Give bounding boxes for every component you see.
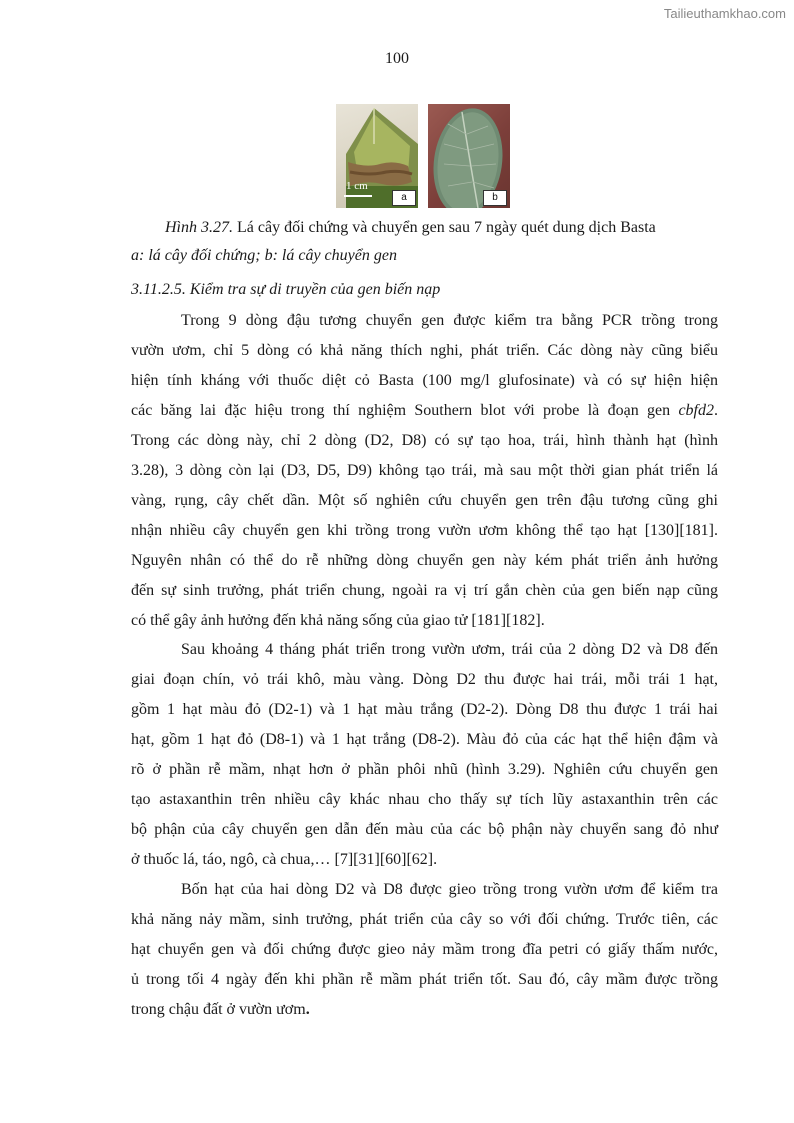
text-segment: . <box>714 402 718 419</box>
text-line: đến sự sinh trưởng, phát triển chung, ngoài ra vị trí gắn chèn của gen biến nạp cũng <box>131 582 718 599</box>
caption-prefix: Hình 3.27. <box>165 219 233 236</box>
text-line: gồm 1 hạt màu đỏ (D2-1) và 1 hạt màu trắng (D2-2). Dòng D8 thu được 1 trái hai <box>131 701 718 718</box>
text-line: hiện tính kháng với thuốc diệt cỏ Basta (100 mg/l glufosinate) và có sự hiện hiện <box>131 372 718 389</box>
figure-3-27 <box>336 104 512 208</box>
text-line: 3.28), 3 dòng còn lại (D3, D5, D9) không tạo trái, mà sau một thời gian phát triển lá <box>131 462 718 479</box>
text-line <box>131 995 718 1025</box>
text-line: ở thuốc lá, táo, ngô, cà chua,… [7][31][60][62]. <box>131 851 438 868</box>
panel-label-b: b <box>483 190 507 206</box>
text-line: Trong 9 dòng đậu tương chuyển gen được kiểm tra bằng PCR trồng trong <box>181 312 718 329</box>
text-segment: các băng lai đặc hiệu trong thí nghiệm Southern blot với probe là đoạn gen <box>131 402 679 419</box>
text-line: khả năng nảy mầm, sinh trưởng, phát triển của cây so với đối chứng. Trước tiên, các <box>131 911 718 928</box>
text-line: hạt, gồm 1 hạt đỏ (D8-1) và 1 hạt trắng (D8-2). Màu đỏ của các hạt thể hiện đậm và <box>131 731 718 748</box>
text-segment: trong chậu đất ở vườn ươm <box>131 1001 306 1018</box>
paragraph-2 <box>131 635 718 875</box>
text-line: Bốn hạt của hai dòng D2 và D8 được gieo trồng trong vườn ươm để kiểm tra <box>181 881 718 898</box>
paragraph-3 <box>131 875 718 1025</box>
text-line: nhận nhiều cây chuyển gen khi trồng trong vườn ươm không thể tạo hạt [130][181]. <box>131 522 718 539</box>
text-line: tạo astaxanthin trên nhiều cây khác nhau cho thấy sự tích lũy astaxanthin trên các <box>131 791 718 808</box>
photo-control-leaf <box>336 104 418 208</box>
figure-caption-sub: a: lá cây đối chứng; b: lá cây chuyển gen <box>131 247 397 264</box>
gene-name: cbfd2 <box>678 402 714 419</box>
text-line: ủ trong tối 4 ngày đến khi phần rễ mầm phát triển tốt. Sau đó, cây mầm được trồng <box>131 971 718 988</box>
paragraph-1 <box>131 306 718 636</box>
text-line: Trong các dòng này, chỉ 2 dòng (D2, D8) có sự tạo hoa, trái, hình thành hạt (hình <box>131 432 718 449</box>
text-line: có thể gây ảnh hưởng đến khả năng sống của giao tử [181][182]. <box>131 612 545 629</box>
figure-caption <box>165 219 656 237</box>
text-line: Nguyên nhân có thể do rễ những dòng chuyển gen này kém phát triển ảnh hưởng <box>131 552 718 569</box>
panel-label-a: a <box>392 190 416 206</box>
text-line: bộ phận của cây chuyển gen dẫn đến màu của các bộ phận này chuyển sang đỏ như <box>131 821 718 838</box>
text-line: vườn ươm, chỉ 5 dòng có khả năng thích nghi, phát triển. Các dòng này cũng biểu <box>131 342 718 359</box>
photo-transgenic-leaf <box>428 104 510 208</box>
scale-bar <box>344 195 372 197</box>
text-line: vàng, rụng, cây chết dần. Một số nghiên cứu chuyển gen trên đậu tương cũng ghi <box>131 492 718 509</box>
text-line: Sau khoảng 4 tháng phát triển trong vườn ươm, trái của 2 dòng D2 và D8 đến <box>181 641 718 658</box>
text-line <box>131 396 718 426</box>
caption-text: Lá cây đối chứng và chuyển gen sau 7 ngày quét dung dịch Basta <box>233 219 656 236</box>
text-line: hạt chuyển gen và đối chứng được gieo nảy mầm trong đĩa petri có giấy thấm nước, <box>131 941 718 958</box>
text-segment-bold: . <box>305 1001 310 1018</box>
scale-label: 1 cm <box>346 180 368 192</box>
section-heading: 3.11.2.5. Kiểm tra sự di truyền của gen biến nạp <box>131 281 441 298</box>
text-line: giai đoạn chín, vỏ trái khô, màu vàng. Dòng D2 thu được hai trái, mỗi trái 1 hạt, <box>131 671 718 688</box>
watermark: Tailieuthamkhao.com <box>663 6 786 21</box>
page-number: 100 <box>385 50 409 67</box>
text-line: rõ ở phần rễ mầm, nhạt hơn ở phần phôi nhũ (hình 3.29). Nghiên cứu chuyển gen <box>131 761 718 778</box>
